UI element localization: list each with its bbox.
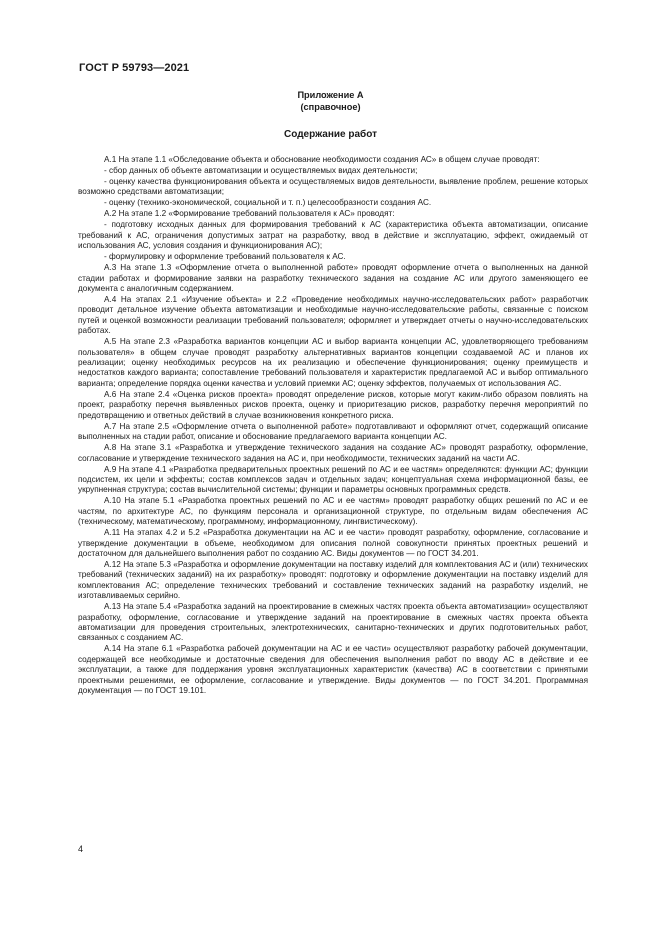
paragraph: А.3 На этапе 1.3 «Оформление отчета о выполненной работе» проводят оформление отчета о выполненных на данной стадии работах и формирование заявки на разработку технического задания на создание АС или другого заменяющего ее документа с аналогичным содержанием. <box>78 263 588 294</box>
paragraph: - формулировку и оформление требований пользователя к АС. <box>104 252 346 262</box>
appendix-subtitle: (справочное) <box>300 102 361 112</box>
section-title: Содержание работ <box>284 129 377 140</box>
page-number: 4 <box>78 844 84 854</box>
paragraph: - оценку (технико-экономической, социальной и т. п.) целесообразности создания АС. <box>104 198 432 208</box>
paragraph: А.4 На этапах 2.1 «Изучение объекта» и 2.2 «Проведение необходимых научно-исследовательских работ» разработчик проводит детальное изучение объекта автоматизации и необходимые научно-исследовательские работы, связанные с поиском путей и оценкой возможности реализации требований пользователя; оформляет и утверждает отчеты о научно-исследовательских работах. <box>78 295 588 336</box>
paragraph: А.12 На этапе 5.3 «Разработка и оформление документации на поставку изделий для комплектования АС и (или) технических требований (технических заданий) на их разработку» проводят: подготовку и оформление документации на поставку изделий для комплектования АС; определение технических требований и составление технических заданий на разработку изделий, не изготавливаемых серийно. <box>78 559 588 601</box>
paragraph: А.7 На этапе 2.5 «Оформление отчета о выполненной работе» подготавливают и оформляют отчет, содержащий описание выполненных на стадии работ, описание и обоснование предлагаемого варианта концепции АС. <box>78 421 588 442</box>
appendix-title: Приложение А <box>297 90 364 100</box>
paragraph: А.1 На этапе 1.1 «Обследование объекта и обоснование необходимости создания АС» в общем случае проводят: <box>104 155 540 164</box>
paragraph: А.2 На этапе 1.2 «Формирование требований пользователя к АС» проводят: <box>104 209 395 219</box>
paragraph: А.10 На этапе 5.1 «Разработка проектных решений по АС и ее частям» проводят разработку общих решений по АС и ее частям, по архитектуре АС, по функциям персонала и организационной структуре, по отдельным видам обеспечения АС (техническому, математическому, программному, информационному, лингвистическому). <box>78 496 588 527</box>
paragraph: - подготовку исходных данных для формирования требований к АС (характеристика объекта автоматизации, описание требований к АС, ограничения допустимых затрат на разработку, ввод в действие и эксплуатацию, эффект, ожидаемый от использования АС, условия создания и функционирования АС); <box>78 220 588 251</box>
paragraph: - сбор данных об объекте автоматизации и осуществляемых видах деятельности; <box>104 166 418 175</box>
paragraph: А.11 На этапах 4.2 и 5.2 «Разработка документации на АС и ее части» проводят разработку, оформление, согласование и утверждение документации в объеме, необходимом для описания полной совокупности принятых проектных решений и достаточном для дальнейшего выполнения работ по созданию АС. Виды документов — по ГОСТ 34.201. <box>78 528 588 558</box>
paragraph: А.14 На этапе 6.1 «Разработка рабочей документации на АС и ее части» осуществляют разработку рабочей документации, содержащей все необходимые и достаточные сведения для обеспечения выполнения работ по вводу АС в действие и ее эксплуатации, а также для поддержания уровня эксплуатационных характеристик (качества) АС в соответствии с принятыми проектными решениями, ее оформление, согласование и утверждение. Виды документов — по ГОСТ 34.201. Программная документация — по ГОСТ 19.101. <box>78 644 588 695</box>
body-text <box>78 155 588 697</box>
paragraph: А.9 На этапе 4.1 «Разработка предварительных проектных решений по АС и ее частям» определяются: функции АС; функции подсистем, их цели и эффекты; состав комплексов задач и отдельных задач; концептуальная схема информационной базы, ее укрупненная структура; состав вычислительной системы; функции и параметры основных программных средств. <box>78 464 588 495</box>
document-header: ГОСТ Р 59793—2021 <box>79 62 190 74</box>
paragraph: А.13 На этапе 5.4 «Разработка заданий на проектирование в смежных частях проекта объекта автоматизации» осуществляют разработку, оформление, согласование и утверждение заданий на проектирование в смежных частях проекта объекта автоматизации для проведения строительных, электротехнических, санитарно-технических и других подготовительных работ, связанных с созданием АС. <box>78 602 588 643</box>
paragraph: А.8 На этапе 3.1 «Разработка и утверждение технического задания на создание АС» проводят разработку, оформление, согласование и утверждение технического задания на АС и, при необходимости, технических заданий на части АС. <box>78 443 588 463</box>
paragraph: - оценку качества функционирования объекта и осуществляемых видов деятельности, выявление проблем, решение которых возможно средствами автоматизации; <box>78 177 588 197</box>
paragraph: А.5 На этапе 2.3 «Разработка вариантов концепции АС и выбор варианта концепции АС, удовлетворяющего требованиям пользователя» в общем случае проводят разработку альтернативных вариантов концепции создаваемой АС и планов их реализации; оценку необходимых ресурсов на их реализацию и обеспечение функционирования; оценку преимуществ и недостатков каждого варианта; сопоставление требований пользователя и характеристик предлагаемой АС и выбор оптимального варианта; определение порядка оценки качества и условий приемки АС; оценку эффектов, получаемых от использования АС. <box>78 337 588 388</box>
paragraph: А.6 На этапе 2.4 «Оценка рисков проекта» проводят определение рисков, которые могут каким-либо образом повлиять на проект, разработку перечня выявленных рисков проекта, оценку и приоритезацию рисков, разработку перечня мероприятий по предотвращению и ответных действий в случае возникновения конкретного риска. <box>78 389 588 420</box>
